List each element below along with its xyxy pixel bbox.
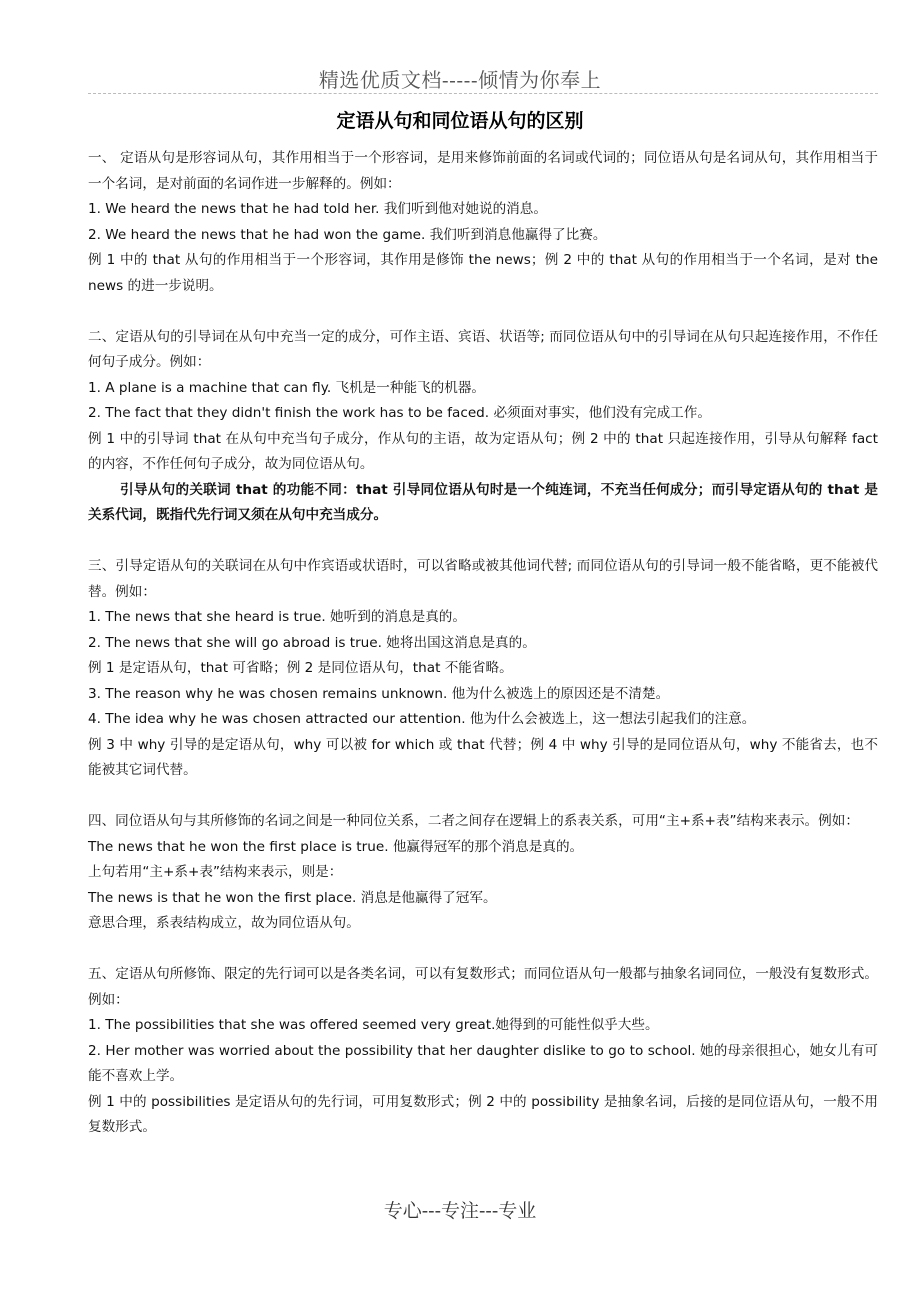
- section-2-explanation: 例 1 中的引导词 that 在从句中充当句子成分，作从句的主语，故为定语从句；例 2 中的 that 只起连接作用，引导从句解释 fact 的内容，不作任何句子成分，故为同位语从句。: [88, 430, 878, 472]
- section-4-note-2: 意思合理，系表结构成立，故为同位语从句。: [88, 915, 360, 931]
- section-5-example-2: 2. Her mother was worried about the possibility that her daughter dislike to go to school. 她的母亲很担心，她女儿有可能不喜欢上学。: [88, 1042, 878, 1084]
- section-4-note-1: 上句若用“主+系+表”结构来表示，则是：: [88, 864, 343, 880]
- document-body: [88, 146, 878, 1141]
- section-1-explanation: 例 1 中的 that 从句的作用相当于一个形容词，其作用是修饰 the news；例 2 中的 that 从句的作用相当于一个名词，是对 the news 的进一步说明。: [88, 252, 878, 294]
- section-2-emphasis: 引导从句的关联词 that 的功能不同：that 引导同位语从句时是一个纯连词，不充当任何成分；而引导定语从句的 that 是关系代词，既指代先行词又须在从句中充当成分。: [88, 481, 878, 523]
- section-3-example-1: 1. The news that she heard is true. 她听到的消息是真的。: [88, 609, 466, 625]
- section-spacer: [88, 937, 878, 963]
- section-4-example-1: The news that he won the first place is true. 他赢得冠军的那个消息是真的。: [88, 838, 584, 855]
- section-4-intro: 四、同位语从句与其所修饰的名词之间是一种同位关系，二者之间存在逻辑上的系表关系，可用“主+系+表”结构来表示。例如：: [88, 813, 859, 829]
- section-5-example-1: 1. The possibilities that she was offered seemed very great.她得到的可能性似乎大些。: [88, 1017, 659, 1033]
- section-spacer: [88, 529, 878, 555]
- section-1-intro: 一、 定语从句是形容词从句，其作用相当于一个形容词，是用来修饰前面的名词或代词的；同位语从句是名词从句，其作用相当于一个名词，是对前面的名词作进一步解释的。例如：: [88, 150, 878, 192]
- page-footer: 专心---专注---专业: [383, 1200, 537, 1222]
- header-divider: [88, 93, 878, 94]
- section-spacer: [88, 784, 878, 810]
- section-1-example-1: 1. We heard the news that he had told her. 我们听到他对她说的消息。: [88, 201, 547, 217]
- section-1-example-2: 2. We heard the news that he had won the game. 我们听到消息他赢得了比赛。: [88, 226, 607, 243]
- section-spacer: [88, 299, 878, 325]
- page-header: 精选优质文档-----倾情为你奉上: [318, 68, 602, 92]
- section-3-example-4: 4. The idea why he was chosen attracted our attention. 他为什么会被选上，这一想法引起我们的注意。: [88, 711, 756, 727]
- section-3-explanation: 例 3 中 why 引导的是定语从句，why 可以被 for which 或 that 代替；例 4 中 why 引导的是同位语从句，why 不能省去，也不能被其它词代替。: [88, 736, 878, 778]
- section-2-intro: 二、定语从句的引导词在从句中充当一定的成分，可作主语、宾语、状语等; 而同位语从句中的引导词在从句只起连接作用，不作任何句子成分。例如：: [88, 328, 878, 370]
- section-2-example-2: 2. The fact that they didn't finish the work has to be faced. 必须面对事实，他们没有完成工作。: [88, 405, 711, 421]
- section-3-example-3: 3. The reason why he was chosen remains unknown. 他为什么被选上的原因还是不清楚。: [88, 685, 670, 702]
- section-3-note: 例 1 是定语从句，that 可省略；例 2 是同位语从句，that 不能省略。: [88, 660, 513, 676]
- section-2-example-1: 1. A plane is a machine that can fly. 飞机是一种能飞的机器。: [88, 379, 486, 396]
- document-title: 定语从句和同位语从句的区别: [336, 110, 584, 132]
- section-4-example-2: The news is that he won the first place. 消息是他赢得了冠军。: [88, 889, 497, 906]
- section-3-intro: 三、引导定语从句的关联词在从句中作宾语或状语时，可以省略或被其他词代替; 而同位语从句的引导词一般不能省略，更不能被代替。例如：: [88, 558, 878, 600]
- section-5-explanation: 例 1 中的 possibilities 是定语从句的先行词，可用复数形式；例 2 中的 possibility 是抽象名词，后接的是同位语从句，一般不用复数形式。: [88, 1093, 878, 1135]
- section-5-intro: 五、定语从句所修饰、限定的先行词可以是各类名词，可以有复数形式；而同位语从句一般都与抽象名词同位，一般没有复数形式。例如：: [88, 966, 878, 1008]
- section-3-example-2: 2. The news that she will go abroad is true. 她将出国这消息是真的。: [88, 634, 536, 651]
